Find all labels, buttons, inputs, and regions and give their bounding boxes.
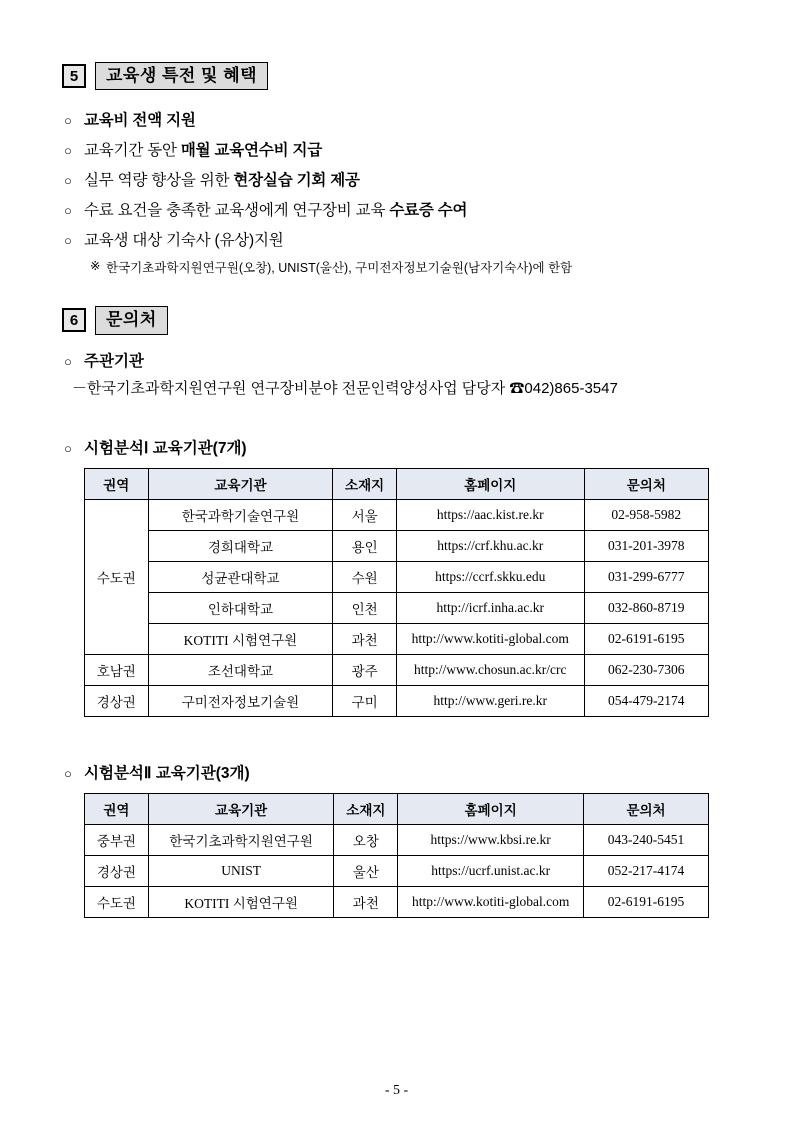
column-header-location: 소재지	[333, 468, 397, 499]
list-item-label: 수료 요건을 충족한 교육생에게 연구장비 교육 수료증 수여	[84, 202, 468, 220]
cell-location: 수원	[333, 561, 397, 592]
bullet-circle-icon: ○	[64, 113, 72, 129]
table-row	[85, 592, 709, 623]
cell-contact: 054-479-2174	[584, 685, 708, 716]
cell-region: 수도권	[85, 886, 149, 917]
section-number-badge: 5	[62, 64, 86, 88]
column-header-region: 권역	[85, 468, 149, 499]
cell-location: 오창	[334, 824, 398, 855]
cell-location: 구미	[333, 685, 397, 716]
cell-homepage[interactable]: https://ccrf.skku.edu	[396, 561, 584, 592]
bullet-circle-icon: ○	[64, 765, 72, 781]
table-heading-label: 시험분석Ⅰ 교육기관(7개)	[84, 439, 247, 457]
table-heading-2	[62, 761, 731, 783]
section-heading-6	[62, 306, 731, 334]
list-item	[62, 168, 731, 190]
cell-contact: 031-299-6777	[584, 561, 708, 592]
list-item	[62, 228, 731, 250]
table-row	[85, 561, 709, 592]
cell-homepage[interactable]: http://www.chosun.ac.kr/crc	[396, 654, 584, 685]
cell-location: 광주	[333, 654, 397, 685]
list-item-label: 교육비 전액 지원	[84, 112, 196, 130]
bullet-circle-icon: ○	[64, 233, 72, 249]
cell-homepage[interactable]: https://crf.khu.ac.kr	[396, 530, 584, 561]
cell-contact: 031-201-3978	[584, 530, 708, 561]
cell-location: 과천	[334, 886, 398, 917]
cell-location: 울산	[334, 855, 398, 886]
cell-location: 서울	[333, 499, 397, 530]
dash-icon: －	[72, 379, 88, 397]
cell-homepage[interactable]: http://www.geri.re.kr	[396, 685, 584, 716]
cell-location: 과천	[333, 623, 397, 654]
section-heading-5	[62, 62, 731, 90]
bullet-circle-icon: ○	[64, 173, 72, 189]
column-header-homepage: 홈페이지	[398, 793, 584, 824]
column-header-organization: 교육기관	[148, 793, 334, 824]
table-header-row	[85, 793, 709, 824]
cell-contact: 02-6191-6195	[584, 886, 709, 917]
cell-homepage[interactable]: https://www.kbsi.re.kr	[398, 824, 584, 855]
page-number: - 5 -	[384, 1083, 409, 1098]
column-header-region: 권역	[85, 793, 149, 824]
host-organization-contact	[72, 377, 731, 398]
cell-contact: 043-240-5451	[584, 824, 709, 855]
cell-contact: 052-217-4174	[584, 855, 709, 886]
table-row	[85, 824, 709, 855]
footnote-text: 한국기초과학지원연구원(오창), UNIST(울산), 구미전자정보기술원(남자기숙사)에 한함	[106, 261, 573, 276]
cell-organization: 구미전자정보기술원	[148, 685, 333, 716]
cell-location: 용인	[333, 530, 397, 561]
training-institutions-table-1	[84, 468, 709, 717]
section-title: 교육생 특전 및 혜택	[95, 62, 268, 90]
cell-homepage[interactable]: http://www.kotiti-global.com	[396, 623, 584, 654]
cell-organization: UNIST	[148, 855, 334, 886]
table-row	[85, 855, 709, 886]
bullet-circle-icon: ○	[64, 143, 72, 159]
table-header-row	[85, 468, 709, 499]
table-row	[85, 499, 709, 530]
section-title: 문의처	[95, 306, 168, 334]
table-heading-label: 시험분석Ⅱ 교육기관(3개)	[84, 764, 250, 782]
list-item-label: 실무 역량 향상을 위한 현장실습 기회 제공	[84, 172, 360, 190]
cell-region: 호남권	[85, 654, 149, 685]
training-institutions-table-2	[84, 793, 709, 918]
cell-organization: 인하대학교	[148, 592, 333, 623]
cell-location: 인천	[333, 592, 397, 623]
sub-heading-label: 주관기관	[84, 352, 144, 370]
column-header-location: 소재지	[334, 793, 398, 824]
cell-homepage[interactable]: http://www.kotiti-global.com	[398, 886, 584, 917]
cell-region: 경상권	[85, 685, 149, 716]
cell-contact: 062-230-7306	[584, 654, 708, 685]
cell-organization: KOTITI 시험연구원	[148, 623, 333, 654]
table-row	[85, 654, 709, 685]
table-row	[85, 530, 709, 561]
cell-contact: 032-860-8719	[584, 592, 708, 623]
benefits-list	[62, 108, 731, 276]
cell-region: 수도권	[85, 499, 149, 654]
column-header-contact: 문의처	[584, 468, 708, 499]
bullet-circle-icon: ○	[64, 353, 72, 369]
cell-organization: KOTITI 시험연구원	[148, 886, 334, 917]
host-contact-text: 한국기초과학지원연구원 연구장비분야 전문인력양성사업 담당자 ☎042)865-3547	[87, 379, 618, 397]
cell-region: 중부권	[85, 824, 149, 855]
cell-homepage[interactable]: https://ucrf.unist.ac.kr	[398, 855, 584, 886]
cell-organization: 경희대학교	[148, 530, 333, 561]
host-organization-heading	[62, 349, 731, 371]
bullet-circle-icon: ○	[64, 440, 72, 456]
list-item	[62, 108, 731, 130]
list-item-label: 교육생 대상 기숙사 (유상)지원	[84, 232, 284, 250]
reference-mark-icon: ※	[90, 259, 101, 274]
cell-organization: 조선대학교	[148, 654, 333, 685]
cell-region: 경상권	[85, 855, 149, 886]
table-row	[85, 685, 709, 716]
section-number-badge: 6	[62, 308, 86, 332]
cell-organization: 한국기초과학지원연구원	[148, 824, 334, 855]
table-row	[85, 886, 709, 917]
cell-homepage[interactable]: http://icrf.inha.ac.kr	[396, 592, 584, 623]
bullet-circle-icon: ○	[64, 203, 72, 219]
table-heading-1	[62, 436, 731, 458]
footnote	[90, 258, 731, 276]
cell-homepage[interactable]: https://aac.kist.re.kr	[396, 499, 584, 530]
list-item-label: 교육기간 동안 매월 교육연수비 지급	[84, 142, 323, 160]
cell-organization: 한국과학기술연구원	[148, 499, 333, 530]
list-item	[62, 138, 731, 160]
table-row	[85, 623, 709, 654]
cell-contact: 02-958-5982	[584, 499, 708, 530]
list-item	[62, 198, 731, 220]
cell-contact: 02-6191-6195	[584, 623, 708, 654]
column-header-homepage: 홈페이지	[396, 468, 584, 499]
column-header-organization: 교육기관	[148, 468, 333, 499]
cell-organization: 성균관대학교	[148, 561, 333, 592]
column-header-contact: 문의처	[584, 793, 709, 824]
